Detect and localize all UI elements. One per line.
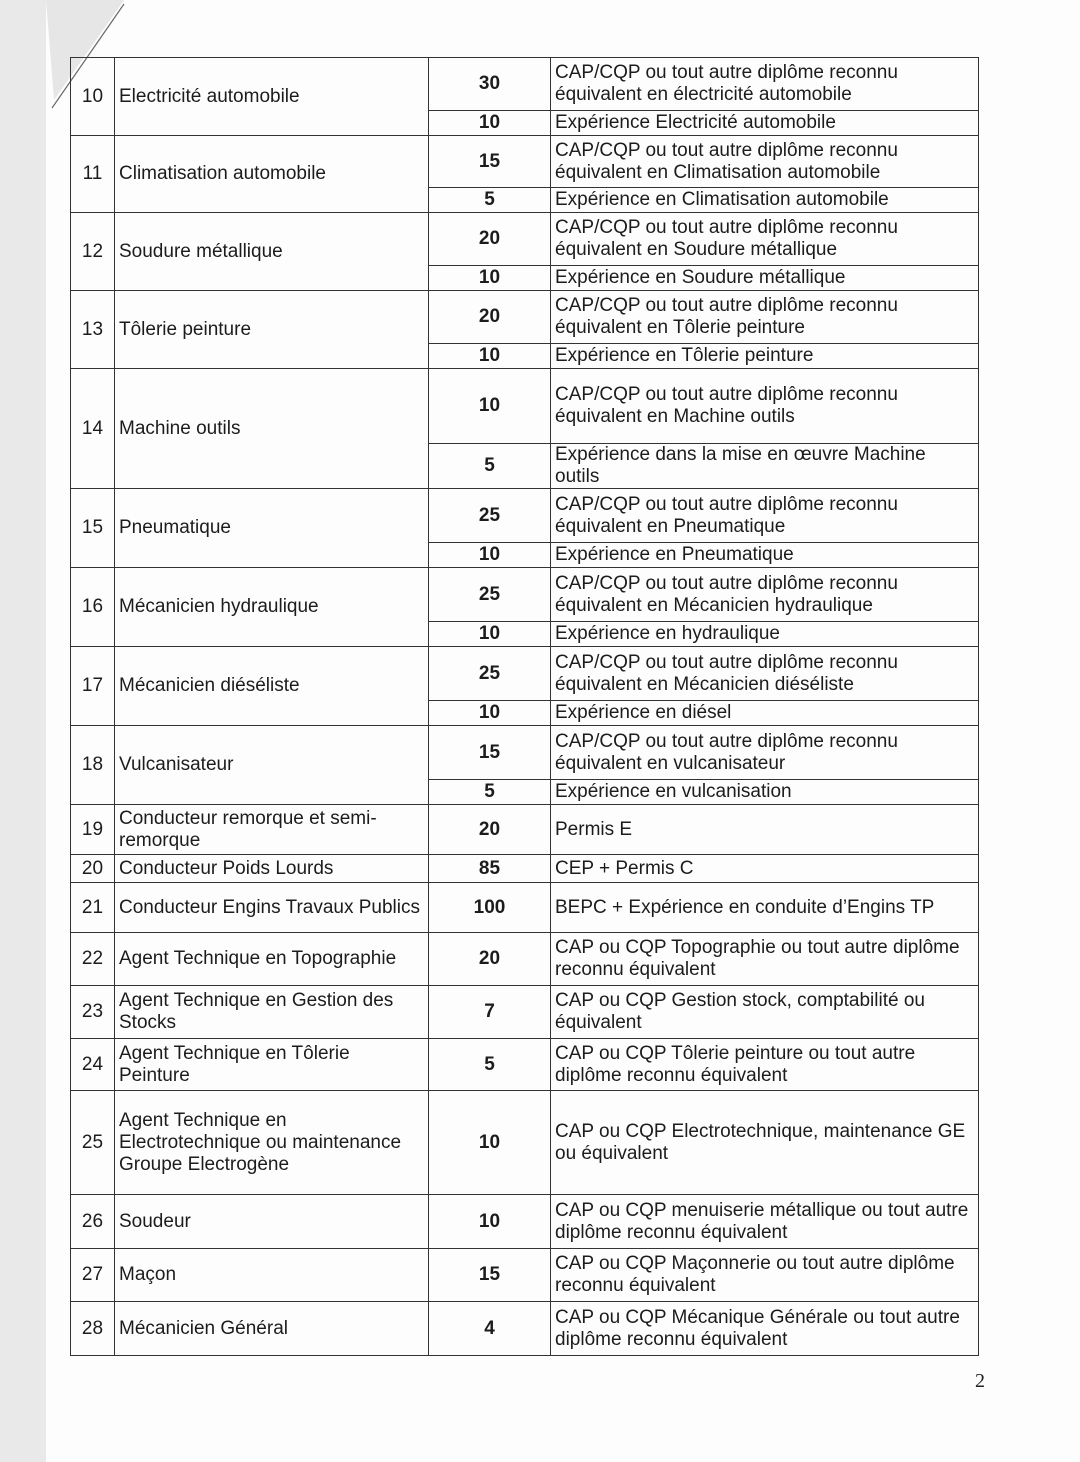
quantity-cell: 20 — [429, 933, 551, 986]
row-number: 24 — [71, 1039, 115, 1091]
trade-name: Agent Technique en Topographie — [115, 933, 429, 986]
table-row — [71, 369, 979, 444]
table-row — [71, 213, 979, 266]
trade-name: Conducteur Engins Travaux Publics — [115, 883, 429, 933]
table-row — [71, 291, 979, 344]
row-number: 15 — [71, 489, 115, 568]
table-row — [71, 986, 979, 1039]
quantity-cell: 15 — [429, 136, 551, 188]
table-row — [71, 58, 979, 111]
row-number: 14 — [71, 369, 115, 489]
row-number: 12 — [71, 213, 115, 291]
row-number: 17 — [71, 647, 115, 726]
row-number: 27 — [71, 1249, 115, 1302]
table-row — [71, 1249, 979, 1302]
requirement-cell: CAP/CQP ou tout autre diplôme reconnu équivalent en Mécanicien diéséliste — [551, 647, 979, 701]
row-number: 23 — [71, 986, 115, 1039]
requirement-cell: CAP ou CQP Gestion stock, comptabilité ou équivalent — [551, 986, 979, 1039]
requirement-cell: BEPC + Expérience en conduite d’Engins TP — [551, 883, 979, 933]
quantity-cell: 5 — [429, 1039, 551, 1091]
trade-name: Mécanicien diéséliste — [115, 647, 429, 726]
trade-name: Pneumatique — [115, 489, 429, 568]
quantity-cell: 30 — [429, 58, 551, 111]
requirement-cell: Expérience en Pneumatique — [551, 543, 979, 568]
table-row — [71, 1302, 979, 1356]
requirement-cell: Expérience dans la mise en œuvre Machine outils — [551, 444, 979, 489]
quantity-cell: 5 — [429, 444, 551, 489]
requirement-cell: CAP/CQP ou tout autre diplôme reconnu équivalent en Mécanicien hydraulique — [551, 568, 979, 622]
row-number: 22 — [71, 933, 115, 986]
quantity-cell: 4 — [429, 1302, 551, 1356]
quantity-cell: 25 — [429, 489, 551, 543]
requirement-cell: Permis E — [551, 805, 979, 855]
trade-name: Vulcanisateur — [115, 726, 429, 805]
quantity-cell: 10 — [429, 701, 551, 726]
quantity-cell: 10 — [429, 369, 551, 444]
quantity-cell: 20 — [429, 291, 551, 344]
requirement-cell: CAP ou CQP Tôlerie peinture ou tout autre diplôme reconnu équivalent — [551, 1039, 979, 1091]
requirement-cell: Expérience en Climatisation automobile — [551, 188, 979, 213]
trade-name: Electricité automobile — [115, 58, 429, 136]
requirement-cell: Expérience en Tôlerie peinture — [551, 344, 979, 369]
quantity-cell: 25 — [429, 568, 551, 622]
quantity-cell: 5 — [429, 188, 551, 213]
trade-name: Climatisation automobile — [115, 136, 429, 213]
requirement-cell: Expérience en vulcanisation — [551, 780, 979, 805]
row-number: 25 — [71, 1091, 115, 1195]
trade-name: Conducteur Poids Lourds — [115, 855, 429, 883]
requirement-cell: CAP/CQP ou tout autre diplôme reconnu équivalent en Climatisation automobile — [551, 136, 979, 188]
table-row — [71, 136, 979, 188]
trade-name: Agent Technique en Tôlerie Peinture — [115, 1039, 429, 1091]
table-row — [71, 1195, 979, 1249]
row-number: 13 — [71, 291, 115, 369]
requirements-table — [70, 57, 979, 1356]
trade-name: Agent Technique en Gestion des Stocks — [115, 986, 429, 1039]
quantity-cell: 10 — [429, 344, 551, 369]
table-row — [71, 568, 979, 622]
requirement-cell: CAP/CQP ou tout autre diplôme reconnu équivalent en électricité automobile — [551, 58, 979, 111]
requirement-cell: CAP ou CQP menuiserie métallique ou tout autre diplôme reconnu équivalent — [551, 1195, 979, 1249]
row-number: 11 — [71, 136, 115, 213]
trade-name: Agent Technique en Electrotechnique ou maintenance Groupe Electrogène — [115, 1091, 429, 1195]
requirement-cell: CAP ou CQP Maçonnerie ou tout autre diplôme reconnu équivalent — [551, 1249, 979, 1302]
quantity-cell: 25 — [429, 647, 551, 701]
quantity-cell: 20 — [429, 213, 551, 266]
row-number: 28 — [71, 1302, 115, 1356]
requirement-cell: CAP/CQP ou tout autre diplôme reconnu équivalent en Tôlerie peinture — [551, 291, 979, 344]
requirement-cell: CAP/CQP ou tout autre diplôme reconnu équivalent en Machine outils — [551, 369, 979, 444]
requirement-cell: Expérience Electricité automobile — [551, 111, 979, 136]
quantity-cell: 5 — [429, 780, 551, 805]
quantity-cell: 7 — [429, 986, 551, 1039]
row-number: 20 — [71, 855, 115, 883]
row-number: 16 — [71, 568, 115, 647]
requirement-cell: CAP/CQP ou tout autre diplôme reconnu équivalent en vulcanisateur — [551, 726, 979, 780]
table-row — [71, 1039, 979, 1091]
table-row — [71, 805, 979, 855]
requirement-cell: Expérience en Soudure métallique — [551, 266, 979, 291]
row-number: 26 — [71, 1195, 115, 1249]
table-row — [71, 489, 979, 543]
requirement-cell: CAP ou CQP Mécanique Générale ou tout autre diplôme reconnu équivalent — [551, 1302, 979, 1356]
requirement-cell: CAP/CQP ou tout autre diplôme reconnu équivalent en Pneumatique — [551, 489, 979, 543]
trade-name: Mécanicien Général — [115, 1302, 429, 1356]
requirement-cell: Expérience en diésel — [551, 701, 979, 726]
trade-name: Maçon — [115, 1249, 429, 1302]
trade-name: Conducteur remorque et semi-remorque — [115, 805, 429, 855]
quantity-cell: 15 — [429, 1249, 551, 1302]
quantity-cell: 100 — [429, 883, 551, 933]
trade-name: Soudeur — [115, 1195, 429, 1249]
quantity-cell: 10 — [429, 1091, 551, 1195]
table-row — [71, 855, 979, 883]
requirement-cell: CAP/CQP ou tout autre diplôme reconnu équivalent en Soudure métallique — [551, 213, 979, 266]
quantity-cell: 10 — [429, 543, 551, 568]
table-row — [71, 726, 979, 780]
trade-name: Machine outils — [115, 369, 429, 489]
requirement-cell: Expérience en hydraulique — [551, 622, 979, 647]
row-number: 10 — [71, 58, 115, 136]
quantity-cell: 10 — [429, 622, 551, 647]
quantity-cell: 10 — [429, 266, 551, 291]
row-number: 19 — [71, 805, 115, 855]
page-number: 2 — [975, 1370, 985, 1392]
row-number: 18 — [71, 726, 115, 805]
trade-name: Tôlerie peinture — [115, 291, 429, 369]
quantity-cell: 15 — [429, 726, 551, 780]
requirement-cell: CAP ou CQP Topographie ou tout autre diplôme reconnu équivalent — [551, 933, 979, 986]
trade-name: Soudure métallique — [115, 213, 429, 291]
table-row — [71, 883, 979, 933]
trade-name: Mécanicien hydraulique — [115, 568, 429, 647]
table-row — [71, 647, 979, 701]
table-body — [71, 58, 979, 1356]
quantity-cell: 85 — [429, 855, 551, 883]
requirement-cell: CEP + Permis C — [551, 855, 979, 883]
table-row — [71, 933, 979, 986]
quantity-cell: 10 — [429, 111, 551, 136]
requirement-cell: CAP ou CQP Electrotechnique, maintenance GE ou équivalent — [551, 1091, 979, 1195]
quantity-cell: 20 — [429, 805, 551, 855]
row-number: 21 — [71, 883, 115, 933]
table-row — [71, 1091, 979, 1195]
quantity-cell: 10 — [429, 1195, 551, 1249]
